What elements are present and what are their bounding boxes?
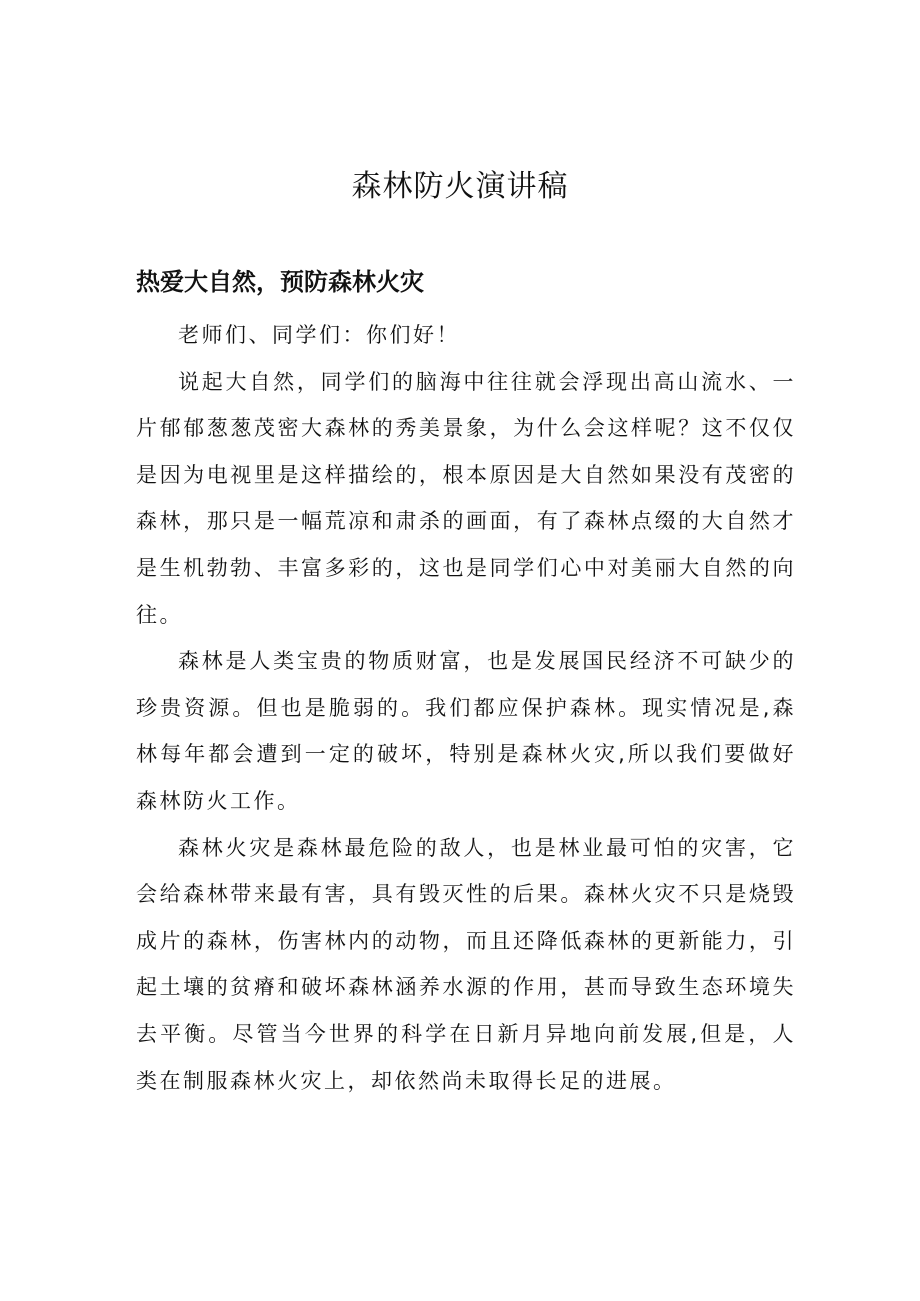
paragraph-forest-fire: 森林火灾是森林最危险的敌人，也是林业最可怕的灾害，它会给森林带来最有害，具有毁灭性的后果。森林火灾不只是烧毁成片的森林，伤害林内的动物，而且还降低森林的更新能力，引起土壤的贫瘠和破坏森林涵养水源的作用，甚而导致生态环境失去平衡。尽管当今世界的科学在日新月异地向前发展,但是，人类在制服森林火灾上，却依然尚未取得长足的进展。 [136, 835, 796, 1093]
document-title: 森林防火演讲稿 [351, 169, 569, 204]
paragraph-nature: 说起大自然，同学们的脑海中往往就会浮现出高山流水、一片郁郁葱葱茂密大森林的秀美景象，为什么会这样呢？这不仅仅是因为电视里是这样描绘的，根本原因是大自然如果没有茂密的森林，那只是一幅荒凉和肃杀的画面，有了森林点缀的大自然才是生机勃勃、丰富多彩的，这也是同学们心中对美丽大自然的向往。 [136, 369, 796, 627]
greeting-paragraph: 老师们、同学们：你们好！ [178, 323, 460, 347]
section-heading: 热爱大自然，预防森林火灾 [136, 268, 424, 296]
paragraph-forest-wealth: 森林是人类宝贵的物质财富，也是发展国民经济不可缺少的珍贵资源。但也是脆弱的。我们都应保护森林。现实情况是,森林每年都会遭到一定的破坏，特别是森林火灾,所以我们要做好森林防火工作。 [136, 649, 796, 813]
body-text [136, 312, 796, 1104]
